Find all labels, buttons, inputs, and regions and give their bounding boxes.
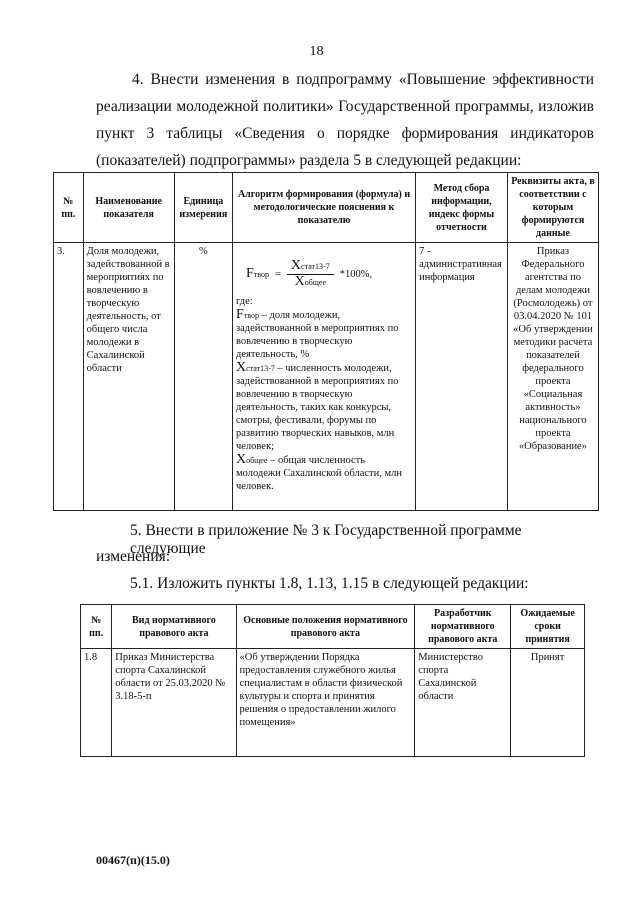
formula-lhs: Fтвор bbox=[245, 266, 269, 281]
document-code: 00467(п)(15.0) bbox=[96, 853, 170, 867]
paragraph-5: 5. Внести в приложение № 3 к Государственной программе следующие bbox=[130, 522, 522, 557]
cell-unit: % bbox=[174, 243, 232, 511]
where-label: где: bbox=[235, 296, 253, 307]
table-row bbox=[54, 243, 599, 511]
cell-num: 3. bbox=[54, 243, 84, 511]
header-algorithm: Алгоритм формирования (формула) и методологические пояснения к показателю bbox=[232, 173, 415, 243]
cell-act: Приказ Федерального агентства по делам молодежи (Росмолодежь) от 03.04.2020 № 101 «Об утверждении методики расчета показателей федерального проекта «Социальная активность» национального проекта «Образование» bbox=[507, 243, 598, 511]
formula-equals: = bbox=[275, 268, 281, 280]
page-number: 18 bbox=[309, 44, 324, 59]
formula-numerator: Xстат13-7 bbox=[287, 259, 334, 275]
header-kind: Вид нормативного правового акта bbox=[112, 605, 236, 649]
header-term: Ожидаемые сроки принятия bbox=[511, 605, 585, 649]
header-developer: Разработчик нормативного правового акта bbox=[415, 605, 511, 649]
definition-xobshee: Xобщее – общая численность молодежи Сахалинской области, млн человек. bbox=[235, 452, 403, 492]
cell-num: 1.8 bbox=[81, 649, 112, 757]
formula bbox=[246, 259, 412, 289]
cell-algorithm bbox=[232, 243, 415, 511]
table-header-row bbox=[54, 173, 599, 243]
formula-multiplier: *100%, bbox=[339, 268, 373, 280]
table-header-row bbox=[81, 605, 585, 649]
formula-denominator: Xобщее bbox=[294, 274, 327, 289]
paragraph-5-continued: изменения: bbox=[96, 548, 171, 565]
indicators-table bbox=[53, 172, 599, 511]
normative-acts-table bbox=[80, 604, 585, 757]
cell-term: Принят bbox=[511, 649, 585, 757]
paragraph-5-1: 5.1. Изложить пункты 1.8, 1.13, 1.15 в следующей редакции: bbox=[130, 575, 529, 592]
cell-method: 7 - административная информация bbox=[416, 243, 508, 511]
cell-content: «Об утверждении Порядка предоставления служебного жилья специалистам в области физической культуры и спорта и принятия решения о предоставлении жилого помещения» bbox=[236, 649, 415, 757]
definition-ftvor: Fтвор – доля молодежи, задействованной в мероприятиях по вовлечению в творческую деятельность, % bbox=[235, 307, 399, 360]
header-content: Основные положения нормативного правового акта bbox=[236, 605, 415, 649]
header-act: Реквизиты акта, в соответствии с которым формируются данные bbox=[507, 173, 598, 243]
cell-kind: Приказ Министерства спорта Сахалинской области от 25.03.2020 № 3.18-5-п bbox=[112, 649, 236, 757]
formula-fraction bbox=[287, 259, 334, 289]
header-name: Наименование показателя bbox=[83, 173, 174, 243]
header-unit: Единица измерения bbox=[174, 173, 232, 243]
cell-name: Доля молодежи, задействованной в мероприятиях по вовлечению в творческую деятельность, от общего числа молодежи в Сахалинской области bbox=[83, 243, 174, 511]
paragraph-4: 4. Внести изменения в подпрограмму «Повышение эффективности реализации молодежной политики» Государственной программы, изложив пункт 3 таблицы «Сведения о порядке формирования индикаторов (показателей) подпрограммы» раздела 5 в следующей редакции: bbox=[96, 71, 594, 169]
header-num: № пп. bbox=[54, 173, 84, 243]
header-method: Метод сбора информации, индекс формы отчетности bbox=[416, 173, 508, 243]
header-num: № пп. bbox=[81, 605, 112, 649]
table-row bbox=[81, 649, 585, 757]
definition-xstat: Xстат13-7 – численность молодежи, задействованной в мероприятиях по вовлечению в творческую деятельность, таких как конкурсы, смотры, фестивали, форумы по развитию творческих навыков, млн человек; bbox=[235, 360, 399, 452]
cell-developer: Министерство спорта Сахалинской области bbox=[415, 649, 511, 757]
